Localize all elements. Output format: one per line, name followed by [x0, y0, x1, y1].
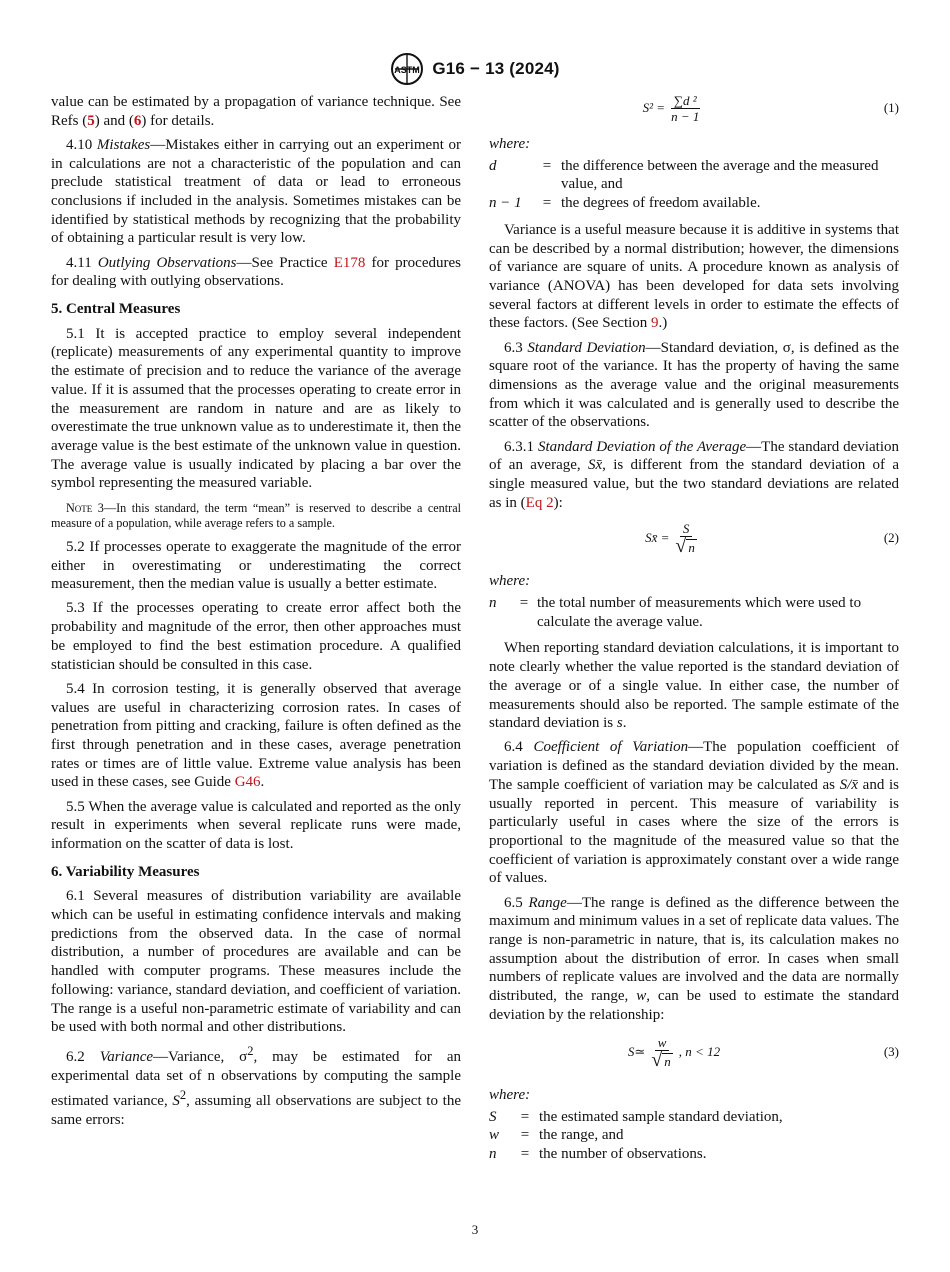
- definition-text: the difference between the average and the measured value, and: [561, 157, 879, 193]
- paragraph-6-4: 6.4 Coefficient of Variation—The population coefficient of variation is defined as the standard deviation divided by the mean. The sample coefficient of variation may be calculated as S/x̄ and is usually reported in percent. This measure of variability is particularly useful in cases where the size of the errors is proportional to the magnitude of the measured value so that the coefficient of variation is approximately constant over a wide range of values.: [489, 739, 900, 887]
- g46-link[interactable]: G46: [234, 774, 261, 791]
- where-label-3: where:: [489, 1087, 531, 1104]
- paragraph-4-11: 4.11 Outlying Observations—See Practice E178 for procedures for dealing with outlying observations.: [51, 254, 461, 290]
- definition-list-3: [489, 1108, 899, 1164]
- definition-text: the estimated sample standard deviation,: [539, 1108, 783, 1125]
- where-label-2: where:: [489, 573, 531, 590]
- equation-3-label: (3): [883, 1043, 899, 1059]
- paragraph-5-3: 5.3 If the processes operating to create error affect both the probability and magnitude of the error, then other approaches must be employed to find the best estimation procedure. A qualified statistician should be consulted in this case.: [51, 600, 461, 673]
- page-number: 3: [471, 1222, 479, 1237]
- definition-symbol: n − 1: [489, 195, 522, 212]
- right-column: [489, 93, 899, 1172]
- definition-row: [489, 194, 899, 213]
- definition-text: the number of observations.: [539, 1146, 707, 1163]
- left-column: [51, 93, 461, 1135]
- equation-1-label: (1): [883, 99, 899, 115]
- section-5-heading: 5. Central Measures: [51, 301, 181, 318]
- equation-3: S≃ w √ n , n < 12 (3): [627, 1035, 899, 1072]
- definition-row: [489, 157, 899, 194]
- definition-row: [489, 594, 899, 631]
- definition-text: the degrees of freedom available.: [561, 195, 761, 212]
- definition-equals: =: [520, 1108, 530, 1125]
- equation-2: Sx̄ = S √ n (2): [645, 521, 899, 558]
- paragraph-6-5: 6.5 Range—The range is defined as the difference between the maximum and minimum values in a set of replicate data values. The range is non-parametric in nature, that is, its calculation makes no assumption about the distribution of error. In cases when small numbers of replicate values are involved and the data are normally distributed, the range, w, can be used to estimate the standard deviation by the relationship:: [489, 894, 900, 1023]
- definition-row: [489, 1145, 899, 1164]
- definition-equals: =: [542, 195, 552, 212]
- document-id: G16 − 13 (2024): [432, 59, 560, 78]
- definition-text: the range, and: [539, 1127, 624, 1144]
- definition-symbol: w: [489, 1127, 500, 1144]
- paragraph-continued: value can be estimated by a propagation of variance technique. See Refs (5) and (6) for details.: [51, 94, 461, 129]
- definition-list-2: [489, 594, 899, 631]
- paragraph-6-2: 6.2 Variance—Variance, $\sigma^2$, may be estimated for an experimental data set of n observations by computing the sample estimated variance, $S^2$, assuming all observations are subject to the same errors:: [51, 1044, 461, 1128]
- definition-equals: =: [520, 1127, 530, 1144]
- page-header: [0, 52, 950, 86]
- section-9-link[interactable]: 9: [651, 315, 659, 332]
- definition-symbol: n: [489, 1146, 497, 1163]
- definition-equals: =: [520, 1146, 530, 1163]
- paragraph-4-10: 4.10 Mistakes—Mistakes either in carrying out an experiment or in calculations are not a characteristic of the population and can preclude statistical treatment of data or lead to erroneous conclusions if included in the analysis. Sometimes mistakes can be identified by statistical methods by recognizing that the probability of obtaining a particular result is very low.: [51, 136, 461, 247]
- eq-2-link[interactable]: Eq 2: [525, 494, 554, 511]
- section-6-heading: 6. Variability Measures: [51, 863, 200, 880]
- where-label-1: where:: [489, 136, 531, 152]
- ref-5-link[interactable]: 5: [87, 112, 95, 129]
- paragraph-6-3: 6.3 Standard Deviation—Standard deviation, σ, is defined as the square root of the variance. It has the property of having the same dimensions as the average value and the original measurements from which it was calculated and is generally used to describe the scatter of the observations.: [489, 339, 899, 431]
- definition-symbol: n: [489, 595, 497, 612]
- equation-2-label: (2): [883, 530, 899, 545]
- paragraph-5-5: 5.5 When the average value is calculated and reported as the only result in experiments when several replicate runs were made, information on the scatter of data is lost.: [51, 798, 461, 852]
- definition-text: the total number of measurements which were used to calculate the average value.: [537, 595, 862, 630]
- paragraph-variance: Variance is a useful measure because it is additive in systems that can be described by a normal distribution; however, the dimensions of variance are square of units. A procedure known as analysis of variance (ANOVA) has been developed for data sets involving several factors at different levels in order to estimate the effects of these factors. (See Section 9.): [489, 221, 899, 332]
- paragraph-reporting: When reporting standard deviation calculations, it is important to note clearly whether the value reported is the standard deviation of the average or of a single value. In either case, the number of measurements should also be reported. The sample estimate of the standard deviation is s.: [489, 640, 899, 732]
- paragraph-5-2: 5.2 If processes operate to exaggerate the magnitude of the error either in overestimating or underestimating the correct measurement, then the median value is usually a better estimate.: [51, 538, 461, 593]
- astm-logo-icon: [390, 52, 424, 86]
- definition-symbol: d: [489, 157, 497, 174]
- paragraph-6-3-1: 6.3.1 Standard Deviation of the Average—The standard deviation of an average, Sx̄, is different from the standard deviation of a single measured value, but the two standard deviations are related as in (Eq 2):: [489, 438, 900, 511]
- logo-text: ASTM: [394, 65, 421, 75]
- e178-link[interactable]: E178: [333, 254, 366, 271]
- paragraph-5-4: 5.4 In corrosion testing, it is generally observed that average values are useful in characterizing corrosion rates. In cases of penetration from pitting and cracking, failure is often defined as the first through penetration and in these cases, average penetration rates or times are of little value. Extreme value analysis has been used in these cases, see Guide G46.: [51, 680, 461, 791]
- definition-symbol: S: [489, 1108, 497, 1125]
- equation-1: S² = $\frac{\text{∑d ²}}{n - 1}$ (1): [642, 92, 899, 124]
- ref-6-link[interactable]: 6: [133, 112, 142, 129]
- definition-row: [489, 1108, 899, 1127]
- definition-list-1: [489, 157, 899, 213]
- definition-row: [489, 1126, 899, 1145]
- paragraph-6-1: 6.1 Several measures of distribution variability are available which can be useful in estimating confidence intervals and making predictions from the observed data. In the case of normal distribution, a number of procedures are available and can be handled with computer programs. These measures include the following: variance, standard deviation, and coefficient of variation. The range is a useful non-parametric estimate of variability and can be used with both normal and other distributions.: [51, 888, 461, 1036]
- paragraph-5-1: 5.1 It is accepted practice to employ several independent (replicate) measurements of any experimental quantity to improve the estimate of precision and to reduce the variance of the average value. If it is assumed that the processes operating to create error in the measurement are random in nature and are as likely to overestimate the true unknown value as to underestimate it, then the average value is the best estimate of the unknown value in question. The average value is usually indicated by placing a bar over the symbol representing the measured variable.: [51, 325, 461, 492]
- definition-equals: =: [542, 157, 552, 174]
- note-3: Note 3—In this standard, the term “mean” is reserved to describe a central measure of a population, while average refers to a sample.: [51, 501, 461, 531]
- definition-equals: =: [519, 595, 529, 612]
